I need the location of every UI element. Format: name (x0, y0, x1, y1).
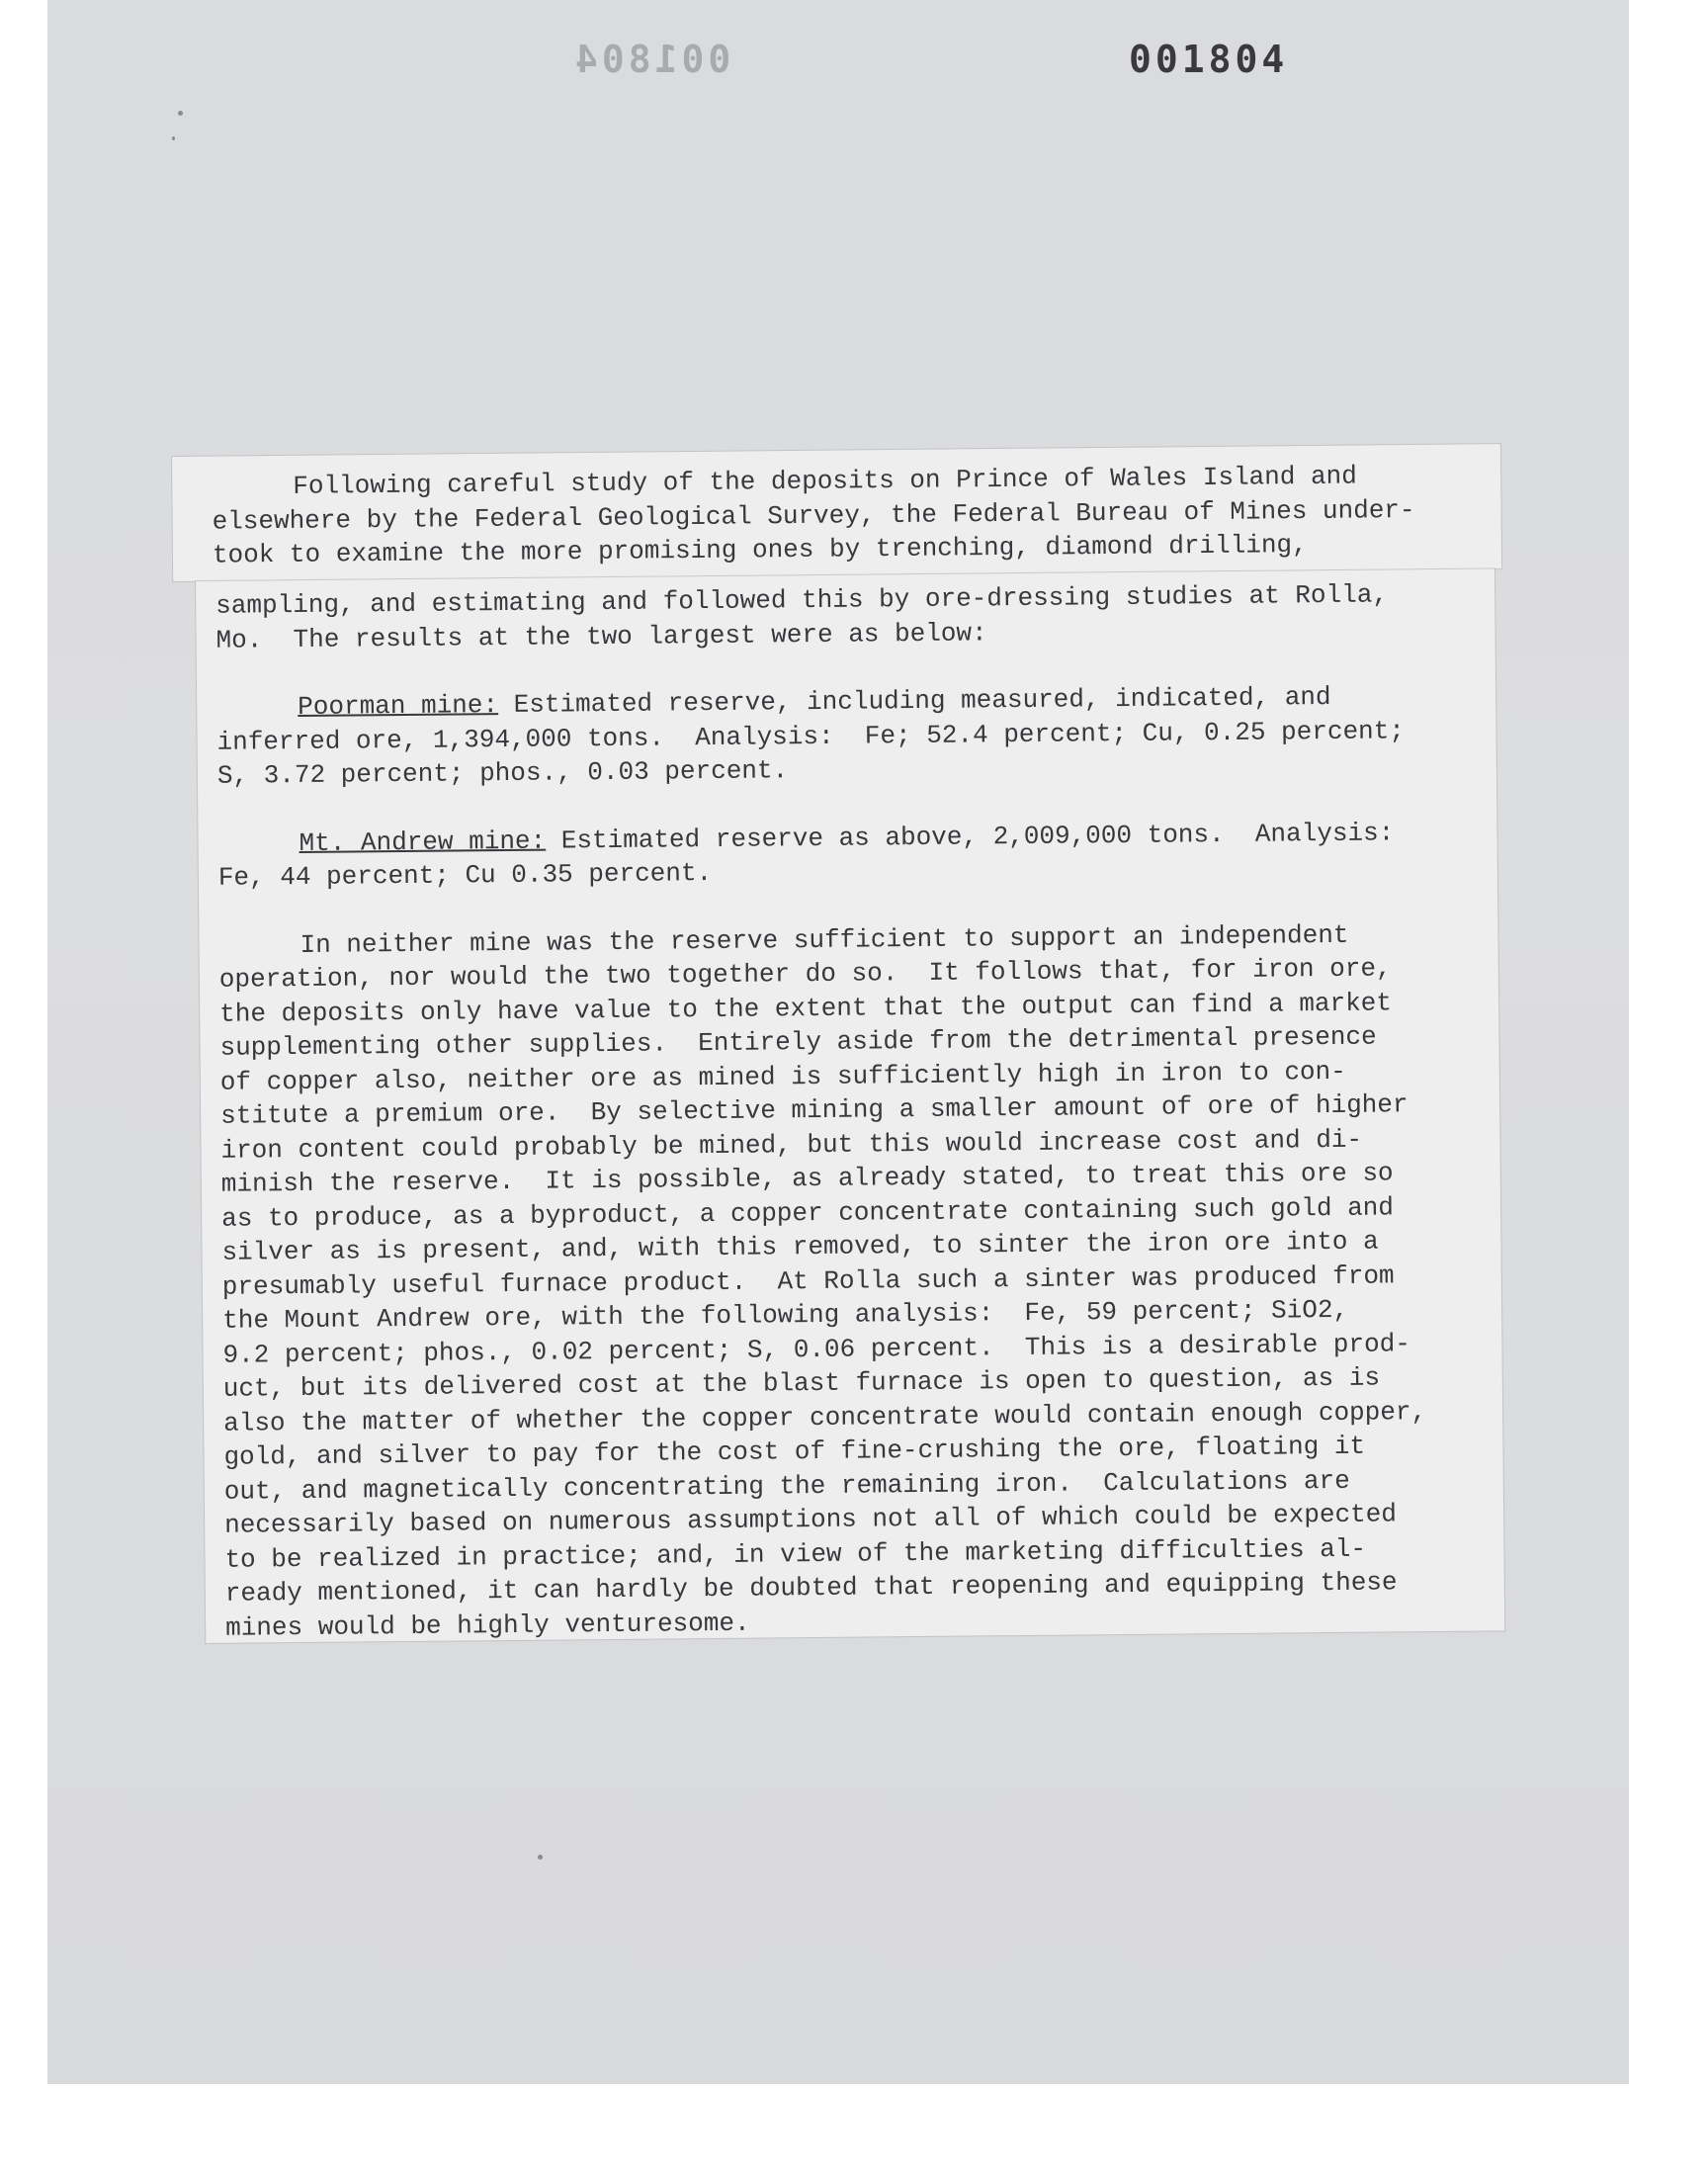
conclusion-line: mines would be highly venturesome. (225, 1608, 750, 1643)
poorman-heading: Poorman mine: (298, 690, 499, 723)
conclusion-line: as to produce, as a byproduct, a copper concentrate containing such gold and (221, 1191, 1395, 1234)
conclusion-line: operation, nor would the two together do so. It follows that, for iron ore, (218, 953, 1392, 995)
scan-speck (172, 136, 175, 140)
conclusion-line: the Mount Andrew ore, with the following analysis: Fe, 59 percent; SiO2, (222, 1294, 1349, 1336)
poorman-line: S, 3.72 percent; phos., 0.03 percent. (216, 755, 789, 791)
conclusion-line: out, and magnetically concentrating the remaining iron. Calculations are (223, 1465, 1350, 1507)
intro-line: Mo. The results at the two largest were as below: (215, 617, 987, 655)
conclusion-line: necessarily based on numerous assumptions not all of which could be expected (224, 1499, 1398, 1540)
conclusion-line: gold, and silver to pay for the cost of fine-crushing the ore, floating it (223, 1431, 1366, 1472)
newspaper-clipping-top (172, 444, 1501, 581)
clipping-line: took to examine the more promising ones by trenching, diamond drilling, (212, 529, 1308, 570)
conclusion-line: iron content could probably be mined, but this would increase cost and di- (220, 1124, 1363, 1166)
conclusion-line: supplementing other supplies. Entirely aside from the detrimental presence (219, 1021, 1377, 1063)
conclusion-line: to be realized in practice; and, in view of the marketing difficulties al- (224, 1533, 1367, 1575)
conclusion-line: also the matter of whether the copper concentrate would contain enough copper, (223, 1396, 1427, 1438)
mirrored-document-number: 001804 (571, 38, 731, 81)
conclusion-line: silver as is present, and, with this removed, to sinter the iron ore into a (221, 1226, 1379, 1267)
clipping-text: Following careful study of the deposits on Prince of Wales Island and (293, 461, 1357, 501)
conclusion-line: of copper also, neither ore as mined is sufficiently high in iron to con- (219, 1056, 1346, 1097)
andrew-heading: Mt. Andrew mine: (299, 826, 547, 858)
newspaper-clipping-body (196, 568, 1504, 1643)
conclusion-line: minish the reserve. It is possible, as already stated, to treat this ore so (220, 1158, 1394, 1199)
conclusion-text: In neither mine was the reserve sufficient to support an independent (299, 919, 1349, 960)
conclusion-line: the deposits only have value to the extent that the output can find a market (219, 987, 1393, 1029)
conclusion-line: uct, but its delivered cost at the blast furnace is open to question, as is (222, 1362, 1381, 1404)
conclusion-line: presumably useful furnace product. At Rolla such a sinter was produced from (221, 1260, 1395, 1302)
poorman-line: inferred ore, 1,394,000 tons. Analysis: Fe; 52.4 percent; Cu, 0.25 percent; (216, 715, 1406, 757)
andrew-text: Estimated reserve as above, 2,009,000 tons. Analysis: (546, 817, 1395, 856)
conclusion-line: stitute a premium ore. By selective mining a smaller amount of ore of higher (220, 1089, 1409, 1131)
scan-speck (178, 111, 183, 116)
intro-line: sampling, and estimating and followed this by ore-dressing studies at Rolla, (215, 579, 1389, 621)
conclusion-line: ready mentioned, it can hardly be doubted that reopening and equipping these (224, 1567, 1398, 1609)
scan-speck (538, 1855, 543, 1860)
andrew-line: Fe, 44 percent; Cu 0.35 percent. (217, 858, 713, 893)
conclusion-line: 9.2 percent; phos., 0.02 percent; S, 0.06 percent. This is a desirable prod- (222, 1328, 1411, 1370)
poorman-text: Estimated reserve, including measured, indicated, and (497, 681, 1331, 721)
document-number: 001804 (1129, 38, 1289, 81)
clipping-line: elsewhere by the Federal Geological Survey, the Federal Bureau of Mines under- (212, 494, 1415, 537)
